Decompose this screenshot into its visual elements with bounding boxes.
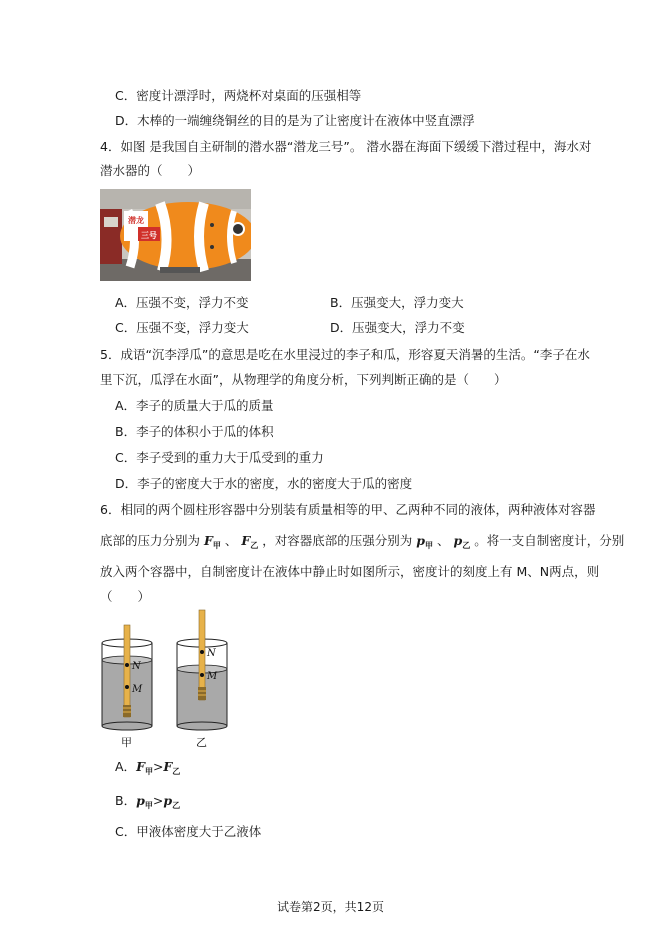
q5-stem-line2: 里下沉，瓜浮在水面”，从物理学的角度分析，下列判断正确的是（ ）: [100, 372, 507, 387]
caption-yi: 乙: [196, 736, 207, 749]
q6-stem-line3: 放入两个容器中，自制密度计在液体中静止时如图所示，密度计的刻度上有 M、N两点，则: [100, 564, 600, 579]
pressure-symbol: $p_甲$: [416, 533, 433, 550]
q3-option-d: D．木棒的一端缠绕铜丝的目的是为了让密度计在液体中竖直漂浮: [115, 113, 475, 128]
force-symbol: $F_甲$: [204, 533, 221, 550]
q4-option-a: A．压强不变，浮力不变: [115, 295, 249, 310]
photo-label-2: 三号: [141, 231, 157, 240]
caption-jia: 甲: [121, 736, 132, 749]
q4-option-d: D．压强变大，浮力不变: [330, 320, 465, 335]
q6-option-a: A．$F_甲>F_乙$: [115, 759, 181, 776]
q6-stem-line2: 底部的压力分别为 $F_甲$ 、 $F_乙$ ，对容器底部的压强分别为 $p_甲$ 、 $p_乙$ 。将一支自制密度计，分别: [100, 533, 625, 550]
container-jia: [102, 625, 152, 730]
page-footer: 试卷第2页，共12页: [277, 900, 384, 914]
q4-stem-line2: 潜水器的（ ）: [100, 163, 201, 178]
force-symbol: $F_乙$: [241, 533, 259, 550]
q5-option-b: B．李子的体积小于瓜的体积: [115, 424, 274, 439]
q5-option-a: A．李子的质量大于瓜的质量: [115, 398, 274, 413]
label-n: N: [207, 648, 216, 659]
q4-option-c: C．压强不变，浮力变大: [115, 320, 249, 335]
q4-option-b: B．压强变大，浮力变大: [330, 295, 464, 310]
q4-stem-line1: 4．如图 是我国自主研制的潜水器“潜龙三号”。 潜水器在海面下缓缓下潜过程中，海水对: [100, 139, 592, 154]
container-yi: [177, 610, 227, 730]
photo-label-1: 潜龙: [128, 216, 144, 225]
q6-option-b: B．$p_甲>p_乙$: [115, 793, 181, 810]
hydrometer-figure: [95, 605, 245, 750]
pressure-symbol: $p_乙$: [453, 533, 471, 550]
label-n: N: [132, 661, 141, 672]
q6-stem-line4: （ ）: [100, 589, 151, 604]
q5-stem-line1: 5．成语“沉李浮瓜”的意思是吃在水里浸过的李子和瓜，形容夏天消暑的生活。“李子在水: [100, 347, 590, 362]
q6-stem-line1: 6．相同的两个圆柱形容器中分别装有质量相等的甲、乙两种不同的液体，两种液体对容器: [100, 502, 596, 517]
q5-option-d: D．李子的密度大于水的密度，水的密度大于瓜的密度: [115, 476, 413, 491]
q3-option-c: C．密度计漂浮时，两烧杯对桌面的压强相等: [115, 88, 362, 103]
submersible-photo: [100, 189, 251, 281]
q5-option-c: C．李子受到的重力大于瓜受到的重力: [115, 450, 324, 465]
q6-option-c: C．甲液体密度大于乙液体: [115, 824, 262, 839]
label-m: M: [207, 671, 218, 682]
label-m: M: [132, 684, 143, 695]
